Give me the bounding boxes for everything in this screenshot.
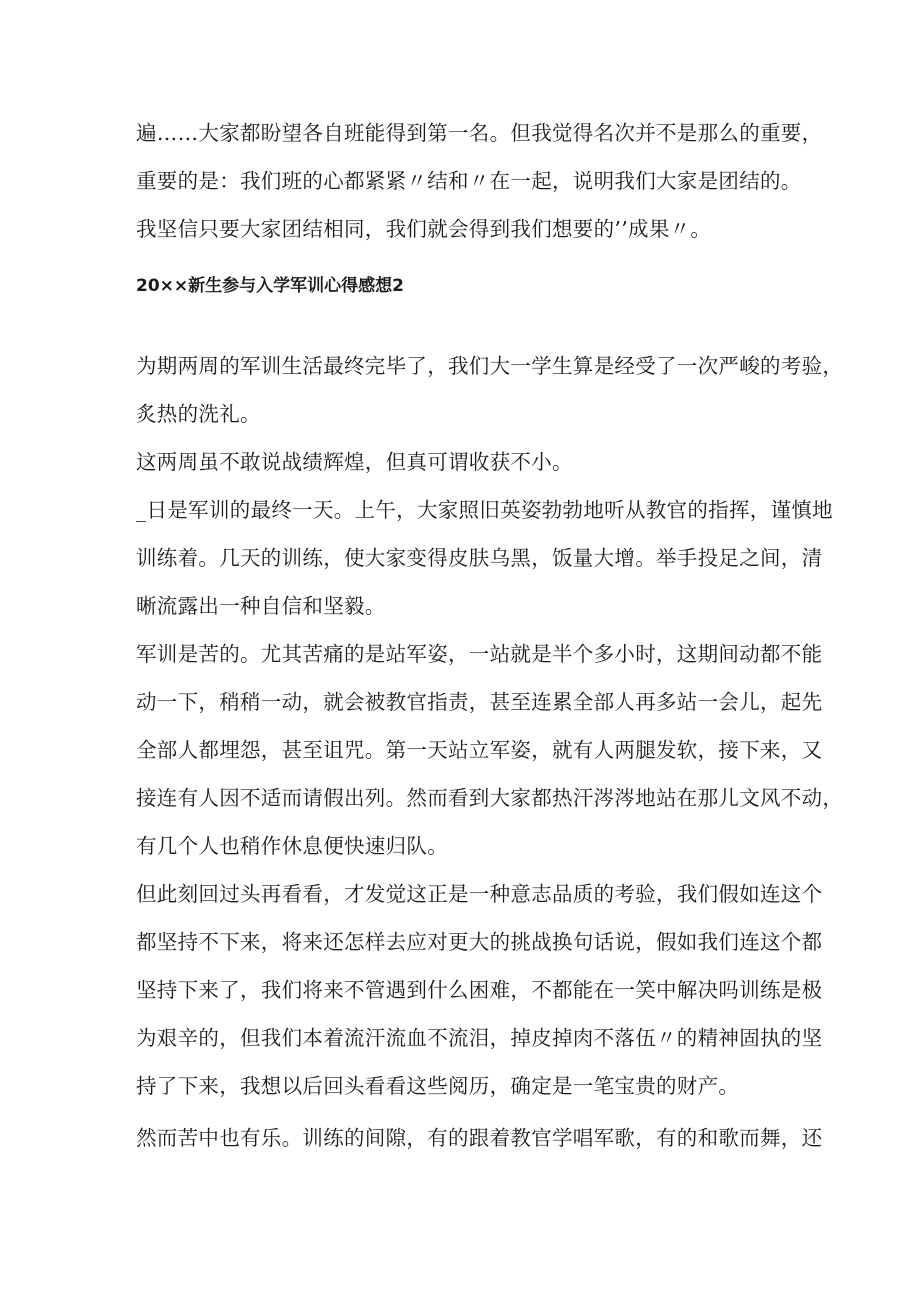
paragraph-line: 我坚信只要大家团结相同，我们就会得到我们想要的’’成果〃。 [136,217,712,241]
paragraph-line: 遍……大家都盼望各自班能得到第一名。但我觉得名次并不是那么的重要， [136,121,823,145]
paragraph-line: 重要的是：我们班的心都紧紧〃结和〃在一起，说明我们大家是团结的。 [136,169,802,193]
paragraph-line: 晰流露出一种自信和坚毅。 [136,594,386,618]
paragraph-line: 都坚持不下来，将来还怎样去应对更大的挑战换句话说，假如我们连这个都 [136,930,823,954]
paragraph-line: 炙热的洗礼。 [136,402,261,426]
paragraph-line: _日是军训的最终一天。上午，大家照旧英姿勃勃地听从教官的指挥，谨慎地 [136,498,833,522]
paragraph-line: 为艰辛的，但我们本着流汗流血不流泪，掉皮掉肉不落伍〃的精神固执的坚 [136,1026,823,1050]
paragraph-line: 为期两周的军训生活最终完毕了，我们大一学生算是经受了一次严峻的考验， [136,354,844,378]
paragraph-line: 全部人都埋怨，甚至诅咒。第一天站立军姿，就有人两腿发软，接下来，又 [136,738,823,762]
paragraph-line: 然而苦中也有乐。训练的间隙，有的跟着教官学唱军歌，有的和歌而舞，还 [136,1126,823,1150]
section-title: 20××新生参与入学军训心得感想2 [136,276,404,296]
paragraph-line: 有几个人也稍作休息便快速归队。 [136,834,448,858]
paragraph-line: 军训是苦的。尤其苦痛的是站军姿，一站就是半个多小时，这期间动都不能 [136,642,823,666]
paragraph-line: 持了下来，我想以后回头看看这些阅历，确定是一笔宝贵的财产。 [136,1074,740,1098]
paragraph-line: 坚持下来了，我们将来不管遇到什么困难，不都能在一笑中解决吗训练是极 [136,978,823,1002]
paragraph-line: 但此刻回过头再看看，才发觉这正是一种意志品质的考验，我们假如连这个 [136,882,823,906]
paragraph-line: 接连有人因不适而请假出列。然而看到大家都热汗涔涔地站在那儿文风不动， [136,786,844,810]
paragraph-line: 这两周虽不敢说战绩辉煌，但真可谓收获不小。 [136,450,573,474]
paragraph-line: 训练着。几天的训练，使大家变得皮肤乌黑，饭量大增。举手投足之间，清 [136,546,823,570]
paragraph-line: 动一下，稍稍一动，就会被教官指责，甚至连累全部人再多站一会儿，起先 [136,690,823,714]
